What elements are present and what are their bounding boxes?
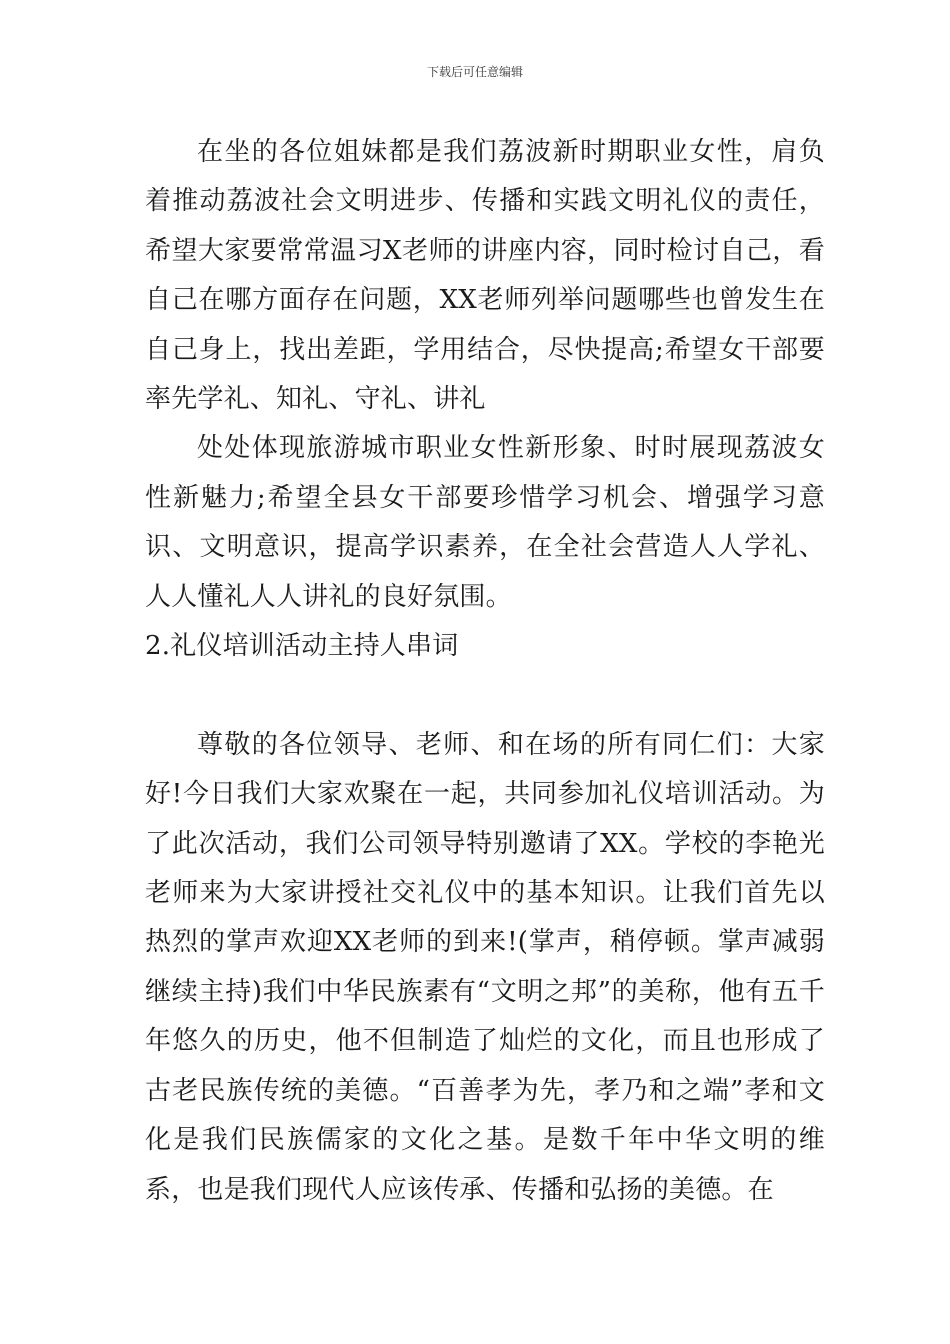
- section-heading: 2.礼仪培训活动主持人串词: [145, 631, 459, 662]
- blank-line: [145, 671, 825, 720]
- page-header-note: 下载后可任意编辑: [426, 65, 523, 79]
- body-paragraph-2: 处处体现旅游城市职业女性新形象、时时展现荔波女性新魅力;希望全县女干部要珍惜学习机会、增强学习意识、文明意识，提高学识素养，在全社会营造人人学礼、人人懂礼人人讲礼的良好氛围。: [145, 433, 825, 612]
- body-paragraph-1: 在坐的各位姐妹都是我们荔波新时期职业女性，肩负着推动荔波社会文明进步、传播和实践文明礼仪的责任，希望大家要常常温习X老师的讲座内容，同时检讨自己，看自己在哪方面存在问题，XX老师列举问题哪些也曾发生在自己身上，找出差距，学用结合，尽快提高;希望女干部要率先学礼、知礼、守礼、讲礼: [145, 137, 825, 415]
- section-paragraph: 尊敬的各位领导、老师、和在场的所有同仁们：大家好!今日我们大家欢聚在一起，共同参加礼仪培训活动。为了此次活动，我们公司领导特别邀请了XX。学校的李艳光老师来为大家讲授社交礼仪中的基本知识。让我们首先以热烈的掌声欢迎XX老师的到来!(掌声，稍停顿。掌声减弱继续主持)我们中华民族素有“文明之邦”的美称，他有五千年悠久的历史，他不但制造了灿烂的文化，而且也形成了古老民族传统的美德。“百善孝为先，孝乃和之端”孝和文化是我们民族儒家的文化之基。是数千年中华文明的维系，也是我们现代人应该传承、传播和弘扬的美德。在: [145, 729, 825, 1205]
- document-body: [145, 128, 825, 1215]
